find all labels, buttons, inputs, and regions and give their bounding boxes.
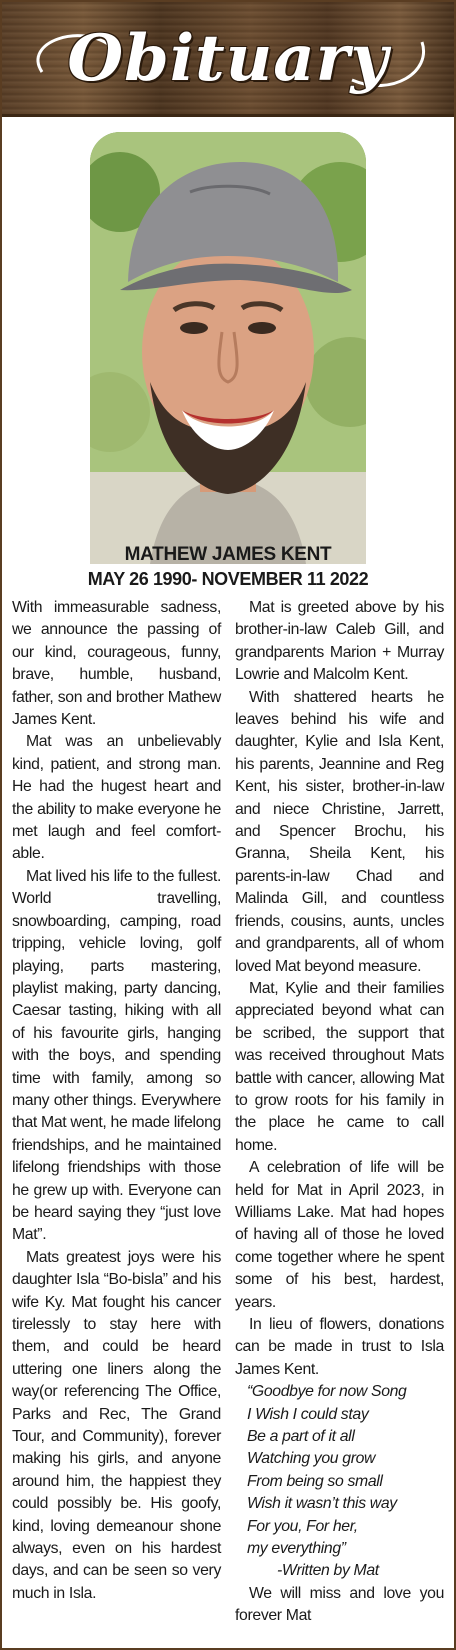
- deceased-name: MATHEW JAMES KENT: [124, 544, 332, 565]
- portrait-illustration: [90, 132, 366, 564]
- poem-line: From being so small: [247, 1472, 383, 1490]
- paragraph: Mat is greeted above by his brother-in-law Caleb Gill, and grandparents Marion + Murray Lowrie and Malcolm Kent.: [235, 599, 444, 684]
- poem-line: Watching you grow: [247, 1450, 376, 1468]
- wood-banner: [2, 2, 454, 117]
- poem-line: Be a part of it all: [247, 1428, 355, 1446]
- paragraph: Mat was an unbelievably kind, patient, and strong man. He had the hugest heart and the ability to make everyone he met laugh and feel comfort-able.: [12, 733, 221, 863]
- poem-line: For you, For her,: [247, 1517, 358, 1535]
- poem-line: my everything”: [247, 1540, 346, 1558]
- poem-line: I Wish I could stay: [247, 1405, 369, 1423]
- life-dates: MAY 26 1990- NOVEMBER 11 2022: [87, 569, 369, 589]
- poem-signature: -Written by Mat: [277, 1562, 379, 1580]
- paragraph: Mats greatest joys were his daughter Isla “Bo-bisla” and his wife Ky. Mat fought his cancer tirelessly to stay here with them, and could be heard uttering one liners along the way(or referencing The Office, Parks and Rec, The Grand Tour, and Community), forever making his girls, and anyone around him, the happiest they could possibly be. His goofy, kind, loving demeanour shone always, even on his hardest days, and can be seen so very much in Isla.: [12, 1248, 221, 1602]
- paragraph: In lieu of flowers, donations can be made in trust to Isla James Kent.: [235, 1316, 444, 1378]
- paragraph: Mat lived his life to the fullest. World travelling, snowboarding, camping, road tripping, vehicle loving, golf playing, parts mastering, playlist making, party dancing, Caesar tasting, hiking with all of his favourite girls, hanging with the boys, and spending time with family, among so many other things. Everywhere that Mat went, he made lifelong friendships, and he maintained lifelong friendships with those he grew up with. Everyone can be heard saying they “just love Mat”.: [12, 867, 221, 1244]
- obituary-text: [12, 597, 444, 1647]
- banner-title: Obituary: [67, 20, 389, 96]
- paragraph: With shattered hearts he leaves behind his wife and daughter, Kylie and Isla Kent, his parents, Jeannine and Reg Kent, his sister, brother-in-law and niece Christine, Jarrett, and Spencer Brochu, his Granna, Sheila Kent, his parents-in-law Chad and Malinda Gill, and countless friends, cousins, aunts, uncles and grandparents, all of whom loved Mat beyond measure.: [235, 688, 444, 975]
- closing-line: We will miss and love you forever Mat: [235, 1584, 444, 1625]
- portrait-photo: [90, 132, 366, 564]
- poem: [235, 1381, 444, 1583]
- poem-line: Wish it wasn’t this way: [247, 1495, 397, 1513]
- paragraph: With immeasurable sadness, we announce the passing of our kind, courageous, funny, brave, humble, husband, father, son and brother Mathew James Kent.: [12, 599, 221, 729]
- poem-line: “Goodbye for now Song: [247, 1383, 407, 1401]
- paragraph: Mat, Kylie and their families appreciated beyond what can be scribed, the support that was received throughout Mats battle with cancer, allowing Mat to grow roots for his family in the place he came to call home.: [235, 979, 444, 1154]
- paragraph: A celebration of life will be held for Mat in April 2023, in Williams Lake. Mat had hopes of having all of those he loved come together where he spent some of his best, hardest, years.: [235, 1159, 444, 1311]
